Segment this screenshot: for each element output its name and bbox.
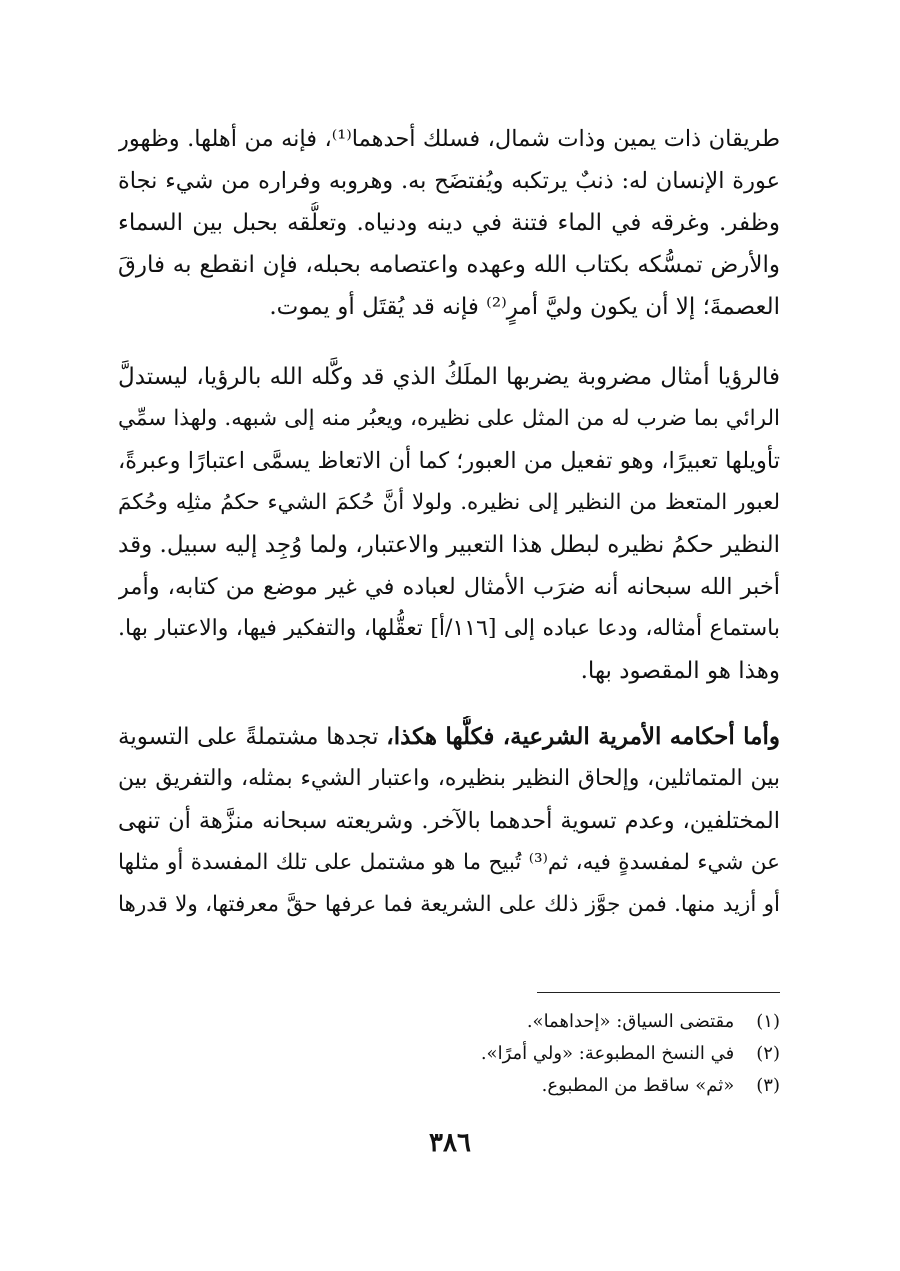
paragraph-1 [118,118,780,328]
text-line: المختلفين، وعدم تسوية أحدهما بالآخر. وشريعته سبحانه منزَّهة أن تنهى [118,808,780,834]
text-line: باستماع أمثاله، ودعا عباده إلى [١١٦/أ] تعقُّلها، والتفكير فيها، والاعتبار بها. [118,616,780,641]
footnote-text: «ثم» ساقط من المطبوع. [541,1075,735,1096]
footnote-text: مقتضى السياق: «إحداهما». [526,1011,735,1032]
text-line: وهذا هو المقصود بها. [580,658,780,684]
text-line: وظفر. وغرقه في الماء فتنة في دينه ودنياه. وتعلُّقه بحبل بين السماء [118,210,780,236]
paragraph-2 [118,356,780,692]
footnotes [300,1006,780,1102]
text-line: أخبر الله سبحانه أنه ضرَب الأمثال لعباده في غير موضع من كتابه، وأمر [118,574,780,600]
text-line: الرائي بما ضرب له من المثل على نظيره، ويعبُر منه إلى شبهه. ولهذا سمِّي [118,406,780,431]
footnote-2 [300,1038,780,1070]
text-line: أو أزيد منها. فمن جوَّز ذلك على الشريعة فما عرفها حقَّ معرفتها، ولا قدرها [118,892,780,917]
footnote-number: (١) [756,1011,780,1032]
footnote-1 [300,1006,780,1038]
bold-lead-text: وأما أحكامه الأمرية الشرعية، فكلُّها هكذا، [386,723,780,750]
text-line: لعبور المتعظ من النظير إلى نظيره. ولولا أنَّ حُكمَ الشيء حكمُ مثلِه وحُكمَ [118,490,780,515]
text-line: عورة الإنسان له: ذنبٌ يرتكبه ويُفتضَح به. وهروبه وفراره من شيء نجاة [118,168,780,194]
text-line: عن شيء لمفسدةٍ فيه، ثم⁽³⁾ تُبيح ما هو مشتمل على تلك المفسدة أو مثلها [118,850,780,875]
text-line: والأرض تمسُّكه بكتاب الله وعهده واعتصامه بحبله، فإن انقطع به فارقَ [118,252,780,278]
footnote-divider [537,992,780,993]
text-line: بين المتماثلين، وإلحاق النظير بنظيره، واعتبار الشيء بمثله، والتفريق بين [118,766,780,791]
text-line: طريقان ذات يمين وذات شمال، فسلك أحدهما⁽¹⁾، فإنه من أهلها. وظهور [118,126,780,152]
text-line: النظير حكمُ نظيره لبطل هذا التعبير والاعتبار، ولما وُجِد إليه سبيل. وقد [118,532,780,558]
footnote-text: في النسخ المطبوعة: «ولي أمرًا». [480,1043,735,1064]
footnote-number: (٢) [756,1043,780,1064]
footnote-3 [300,1070,780,1102]
text-line: تأويلها تعبيرًا، وهو تفعيل من العبور؛ كما أن الاتعاظ يسمَّى اعتبارًا وعبرةً، [118,448,780,474]
text-line: فالرؤيا أمثال مضروبة يضربها الملَكُ الذي قد وكَّله الله بالرؤيا، ليستدلَّ [118,364,780,390]
footnote-number: (٣) [756,1075,780,1096]
text-line-first [118,716,780,758]
paragraph-3 [118,716,780,926]
text-run: تجدها مشتملةً على التسوية [118,724,387,750]
text-line: العصمةَ؛ إلا أن يكون وليَّ أمرٍ⁽²⁾ فإنه قد يُقتَل أو يموت. [269,294,780,320]
page-number: ٣٨٦ [429,1128,471,1158]
